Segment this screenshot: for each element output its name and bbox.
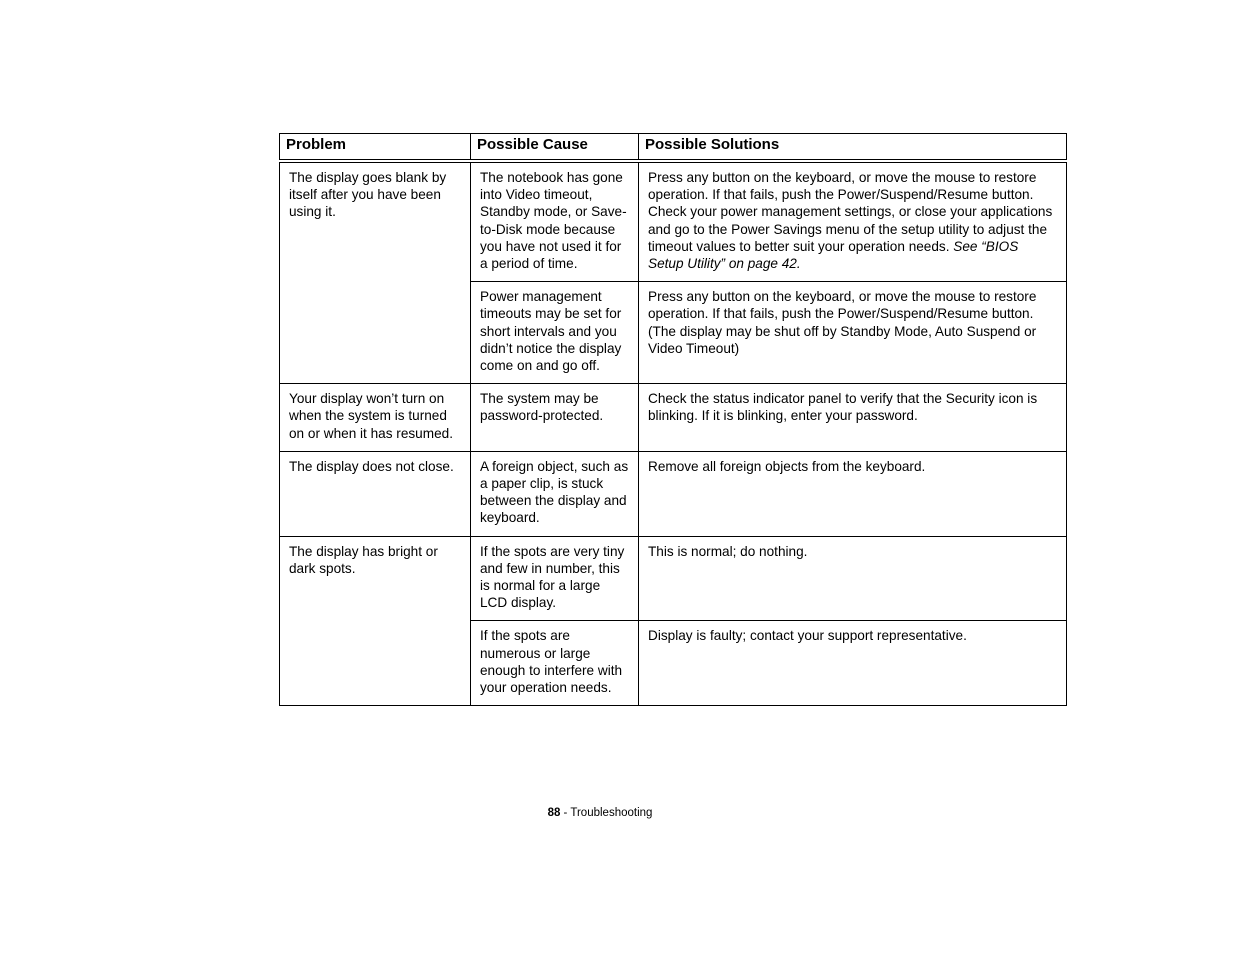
table-header-row	[280, 134, 1067, 162]
page-number: 88	[547, 807, 561, 819]
problem-cell: The display has bright or dark spots.	[280, 536, 471, 706]
solution-cell: Remove all foreign objects from the keyboard.	[639, 451, 1067, 536]
cause-cell: The system may be password-protected.	[471, 384, 639, 452]
table-row	[280, 536, 1067, 621]
problem-cell: The display does not close.	[280, 451, 471, 536]
bios-setup-reference: See “BIOS Setup Utility” on page 42.	[648, 238, 1019, 272]
cause-cell: If the spots are numerous or large enough to interfere with your operation needs.	[471, 621, 639, 706]
solution-cell: This is normal; do nothing.	[639, 536, 1067, 621]
header-problem: Problem	[280, 134, 471, 162]
cause-cell: If the spots are very tiny and few in number, this is normal for a large LCD display.	[471, 536, 639, 621]
problem-cell: The display goes blank by itself after you have been using it.	[280, 161, 471, 384]
page-footer	[0, 806, 1200, 820]
footer-separator: -	[560, 807, 571, 819]
solution-cell: Check the status indicator panel to verify that the Security icon is blinking. If it is blinking, enter your password.	[639, 384, 1067, 452]
cause-cell: Power management timeouts may be set for short intervals and you didn’t notice the display come on and go off.	[471, 282, 639, 384]
header-possible-cause: Possible Cause	[471, 134, 639, 162]
solution-text: Press any button on the keyboard, or move the mouse to restore operation. If that fails, push the Power/Suspend/Resume button. Check your power management settings, or close your applications and go to the Power Savings menu of the setup utility to adjust the timeout values to better suit your operation needs.	[648, 170, 1053, 254]
cause-cell: A foreign object, such as a paper clip, is stuck between the display and keyboard.	[471, 451, 639, 536]
footer-section-title: Troubleshooting	[570, 807, 653, 819]
header-possible-solutions: Possible Solutions	[639, 134, 1067, 162]
solution-cell	[639, 161, 1067, 282]
cause-cell: The notebook has gone into Video timeout, Standby mode, or Save-to-Disk mode because you have not used it for a period of time.	[471, 161, 639, 282]
solution-cell: Display is faulty; contact your support representative.	[639, 621, 1067, 706]
table-row	[280, 384, 1067, 452]
table-row	[280, 161, 1067, 282]
table-row	[280, 451, 1067, 536]
problem-cell: Your display won’t turn on when the system is turned on or when it has resumed.	[280, 384, 471, 452]
solution-cell: Press any button on the keyboard, or move the mouse to restore operation. If that fails, push the Power/Suspend/Resume button. (The display may be shut off by Standby Mode, Auto Suspend or Video Timeout)	[639, 282, 1067, 384]
troubleshooting-table	[279, 133, 1067, 706]
